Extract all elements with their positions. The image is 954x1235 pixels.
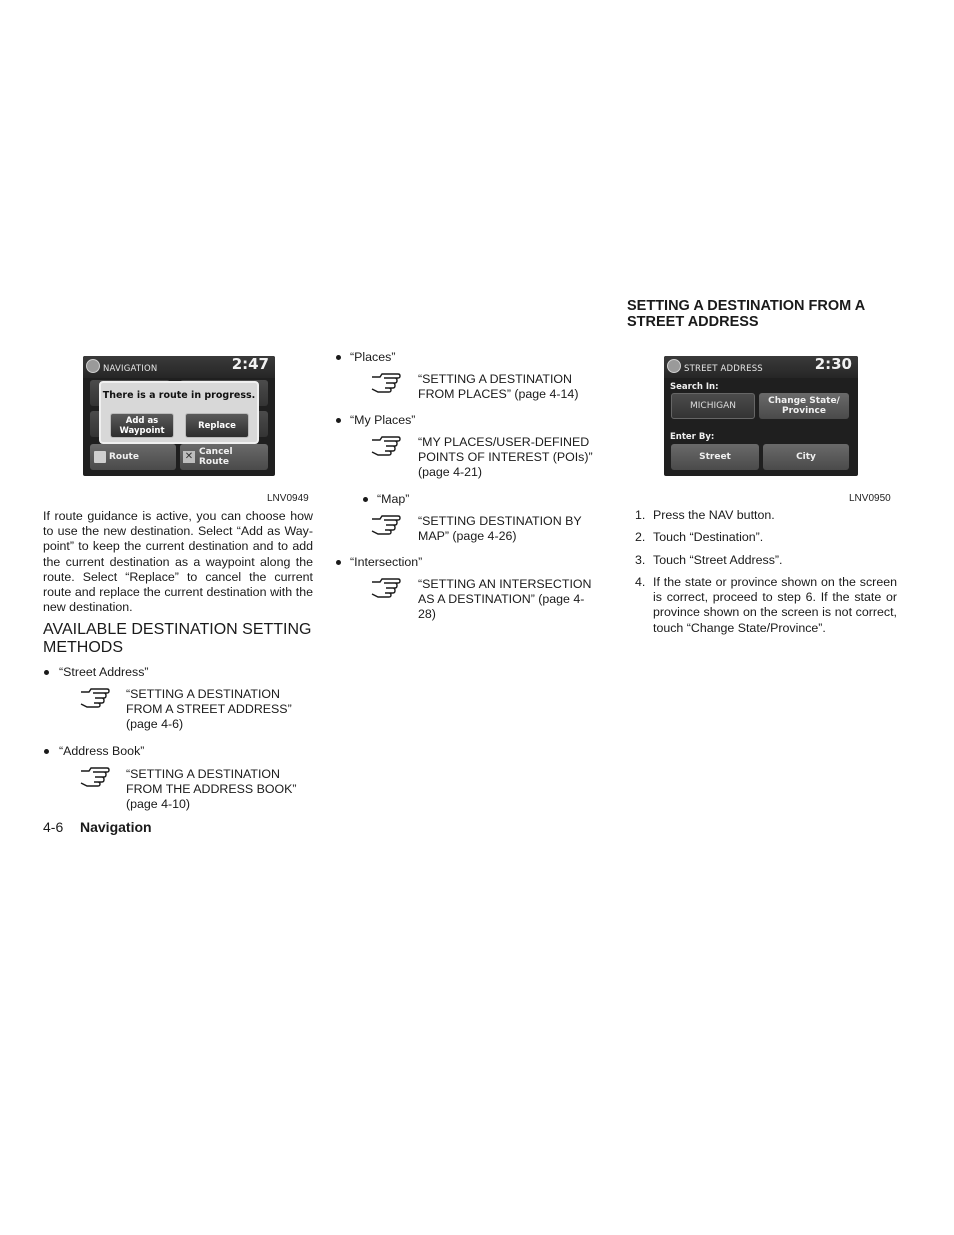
reference-hand-icon (370, 371, 402, 395)
reference-hand-icon (79, 686, 111, 710)
method-label-intersection: “Intersection” (350, 555, 423, 569)
street-button[interactable]: Street (671, 444, 759, 470)
method-reference-my-places: “MY PLACES/USER-DEFINED POINTS OF INTEREST (POIs)” (page 4-21) (418, 435, 593, 480)
figure-caption-2: LNV0950 (849, 493, 891, 504)
available-methods-heading: AVAILABLE DESTINATION SETTING METHODS (43, 621, 312, 656)
reference-hand-icon (370, 513, 402, 537)
route-button[interactable] (90, 444, 176, 470)
method-label-address-book: “Address Book” (59, 744, 145, 758)
method-reference-map: “SETTING DESTINATION BY MAP” (page 4-26) (418, 514, 582, 544)
cancel-route-button[interactable] (180, 444, 268, 470)
footer-section-title: Navigation (80, 819, 152, 835)
bullet (44, 749, 49, 754)
method-label-street-address: “Street Address” (59, 665, 149, 679)
intro-paragraph: If route guidance is active, you can choose how to use the new destination. Select “Add as Way-point” to keep the current destination and to add the current destination as a waypoint along the route. Select “Replace” to cancel the current route and replace the current destination with the new destination. (43, 509, 313, 615)
state-field: MICHIGAN (671, 393, 755, 419)
method-label-my-places: “My Places” (350, 413, 416, 427)
navigation-screen-figure (83, 356, 275, 476)
screen-title: NAVIGATION (103, 364, 158, 374)
method-label-map: “Map” (377, 492, 410, 506)
add-as-waypoint-button[interactable]: Add as Waypoint (110, 413, 174, 438)
step-text: If the state or province shown on the screen is correct, proceed to step 6. If the state or province shown on the screen is not correct, touch “Change State/Province”. (653, 575, 897, 635)
dialog-message: There is a route in progress. (102, 390, 256, 401)
city-button[interactable]: City (763, 444, 849, 470)
street-address-screen-figure (664, 356, 858, 476)
method-reference-places: “SETTING A DESTINATION FROM PLACES” (page 4-14) (418, 372, 579, 402)
page-number: 4-6 (43, 819, 64, 835)
step-number: 4. (635, 575, 646, 589)
nav-logo-icon (86, 359, 100, 373)
step-text: Touch “Destination”. (653, 530, 764, 544)
step-number: 1. (635, 508, 646, 522)
enter-by-label: Enter By: (670, 432, 715, 442)
route-button-label: Route (109, 452, 139, 462)
method-reference-address-book: “SETTING A DESTINATION FROM THE ADDRESS BOOK” (page 4-10) (126, 767, 297, 812)
screen-clock: 2:47 (231, 356, 269, 373)
street-address-heading: SETTING A DESTINATION FROM A STREET ADDRESS (627, 298, 865, 330)
screen-header (664, 356, 858, 378)
method-reference-street-address: “SETTING A DESTINATION FROM A STREET ADDRESS” (page 4-6) (126, 687, 292, 732)
cancel-x-icon: ✕ (184, 451, 194, 462)
reference-hand-icon (79, 765, 111, 789)
bullet (336, 355, 341, 360)
reference-hand-icon (370, 576, 402, 600)
nav-logo-icon (667, 359, 681, 373)
bullet (363, 497, 368, 502)
search-in-label: Search In: (670, 382, 719, 392)
change-state-province-button[interactable]: Change State/ Province (759, 393, 849, 419)
method-label-places: “Places” (350, 350, 396, 364)
step-text: Press the NAV button. (653, 508, 775, 522)
screen-clock: 2:30 (814, 356, 852, 373)
step-number: 2. (635, 530, 646, 544)
step-number: 3. (635, 553, 646, 567)
bullet (336, 418, 341, 423)
bullet (336, 560, 341, 565)
reference-hand-icon (370, 434, 402, 458)
cancel-route-label: Cancel Route (199, 447, 233, 467)
replace-button[interactable]: Replace (185, 413, 249, 438)
route-in-progress-dialog (99, 381, 259, 444)
method-reference-intersection: “SETTING AN INTERSECTION AS A DESTINATION” (page 4-28) (418, 577, 592, 622)
step-text: Touch “Street Address”. (653, 553, 783, 567)
bullet (44, 670, 49, 675)
route-flag-icon (94, 451, 106, 463)
figure-caption-1: LNV0949 (267, 493, 309, 504)
screen-header (83, 356, 275, 378)
screen-title: STREET ADDRESS (684, 364, 763, 374)
